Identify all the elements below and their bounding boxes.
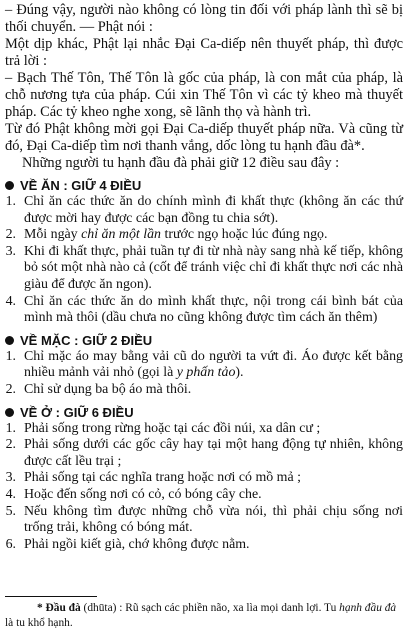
- footnote-mark: * Đầu đà: [37, 602, 81, 614]
- rule-text: Phải ngồi kiết già, chớ không được nằm.: [24, 536, 250, 552]
- section-heading: [0, 332, 409, 349]
- footnote-text: (dhūta) : Rũ sạch các phiền não, xa lìa mọi danh lợi. Tu: [80, 602, 340, 614]
- bullet-icon: [5, 181, 14, 190]
- rule-text: Phải sống tại các nghĩa trang hoặc nơi có mồ mả ;: [24, 470, 301, 486]
- rule-text: Hoặc đến sống nơi có cỏ, có bóng cây che.: [24, 486, 262, 502]
- rule-text: Chỉ sử dụng ba bộ áo mà thôi.: [24, 381, 192, 397]
- rule-list: [0, 194, 409, 327]
- section-heading: [0, 177, 409, 194]
- section-title: VỀ MẶC : GIỮ 2 ĐIỀU: [20, 332, 153, 348]
- intro-paragraph: Một dịp khác, Phật lại nhắc Đại Ca-diếp nên thuyết pháp, thì được trả lời :: [5, 36, 403, 69]
- rule-item: [0, 227, 409, 244]
- rule-item: [0, 470, 409, 487]
- section-heading: [0, 404, 409, 421]
- rule-item: [0, 294, 409, 327]
- rule-text: Khi đi khất thực, phải tuần tự đi từ nhà này sang nhà kế tiếp, không bỏ sót một nhà nào cả (cốt để tránh việc chỉ đi khất thực nơi các nhà giàu để được ăn ngon).: [24, 243, 403, 292]
- section-title: VỀ Ở : GIỮ 6 ĐIỀU: [20, 404, 134, 420]
- intro-paragraph: – Bạch Thế Tôn, Thế Tôn là gốc của pháp, là con mắt của pháp, là chỗ nương tựa của pháp. Cúi xin Thế Tôn vì các tỷ kheo mà thuyết pháp. Các tỷ kheo nghe xong, sẽ lãnh thọ và hành trì.: [5, 70, 403, 120]
- rule-text: Chỉ ăn các thức ăn do chính mình đi khất thực (không ăn các thứ được mời hay được các bạn đồng tu chia sớt).: [24, 194, 403, 226]
- rule-emphasis: chỉ ăn một lần: [81, 227, 161, 243]
- rule-list: [0, 421, 409, 554]
- rule-item: [0, 349, 409, 382]
- rule-number: 2.: [5, 227, 16, 243]
- rule-text: ).: [235, 365, 244, 381]
- rule-text: Phải sống trong rừng hoặc tại các đồi núi, xa dân cư ;: [24, 420, 321, 436]
- rule-number: 3.: [5, 243, 16, 259]
- rule-number: 3.: [5, 470, 16, 486]
- rule-emphasis: y phấn tảo: [176, 365, 236, 381]
- rule-number: 2.: [5, 381, 16, 397]
- footnote-emphasis: hạnh đầu đà: [339, 602, 397, 614]
- rule-item: [0, 437, 409, 470]
- rule-text: Mỗi ngày: [24, 227, 82, 243]
- section-title: VỀ ĂN : GIỮ 4 ĐIỀU: [20, 178, 142, 193]
- rule-item: [0, 504, 409, 537]
- rule-number: 1.: [5, 348, 16, 364]
- footnote-divider: [5, 596, 97, 597]
- rule-number: 4.: [5, 293, 16, 309]
- rule-text: trước ngọ hoặc lúc đúng ngọ.: [160, 227, 328, 243]
- intro-paragraph: – Đúng vậy, người nào không có lòng tin đối với pháp lành thì sẽ bị thối chuyển. — Phật nói :: [5, 2, 403, 35]
- book-page: [0, 2, 409, 638]
- rule-text: Chỉ ăn các thức ăn do mình khất thực, nội trong cái bình bát của mình mà thôi (dầu chưa no cũng không được tìm cách ăn thêm): [24, 293, 403, 326]
- rule-number: 2.: [5, 437, 16, 453]
- footnote-text: là tu khổ hạnh.: [5, 617, 73, 629]
- rule-item: [0, 194, 409, 227]
- rule-number: 1.: [5, 194, 16, 209]
- bullet-icon: [5, 336, 14, 345]
- rule-number: 6.: [5, 536, 16, 552]
- rule-text: Phải sống dưới các gốc cây hay tại một hang động tự nhiên, không được cất lều trại ;: [24, 437, 403, 469]
- rule-item: [0, 382, 409, 399]
- rule-item: [0, 244, 409, 294]
- intro-paragraph: Từ đó Phật không mời gọi Đại Ca-diếp thuyết pháp nữa. Và cũng từ đó, Đại Ca-diếp tìm nơi thanh vắng, dốc lòng tu hạnh đầu đà*.: [5, 121, 403, 154]
- rule-number: 5.: [5, 503, 16, 519]
- rule-text: Chỉ mặc áo may bằng vải cũ do người ta vứt đi. Áo được kết bằng nhiều mảnh vải nhỏ (gọi là: [24, 348, 403, 381]
- footnote: [5, 601, 403, 631]
- rule-list: [0, 349, 409, 399]
- rule-text: Nếu không tìm được những chỗ vừa nói, thì phải chịu sống nơi trống trải, không có bóng mát.: [24, 503, 403, 536]
- rule-number: 1.: [5, 420, 16, 436]
- rule-item: [0, 487, 409, 504]
- bullet-icon: [5, 408, 14, 417]
- rule-number: 4.: [5, 486, 16, 502]
- rule-item: [0, 421, 409, 438]
- intro-paragraph: Những người tu hạnh đầu đà phải giữ 12 điều sau đây :: [22, 155, 340, 171]
- rule-item: [0, 537, 409, 554]
